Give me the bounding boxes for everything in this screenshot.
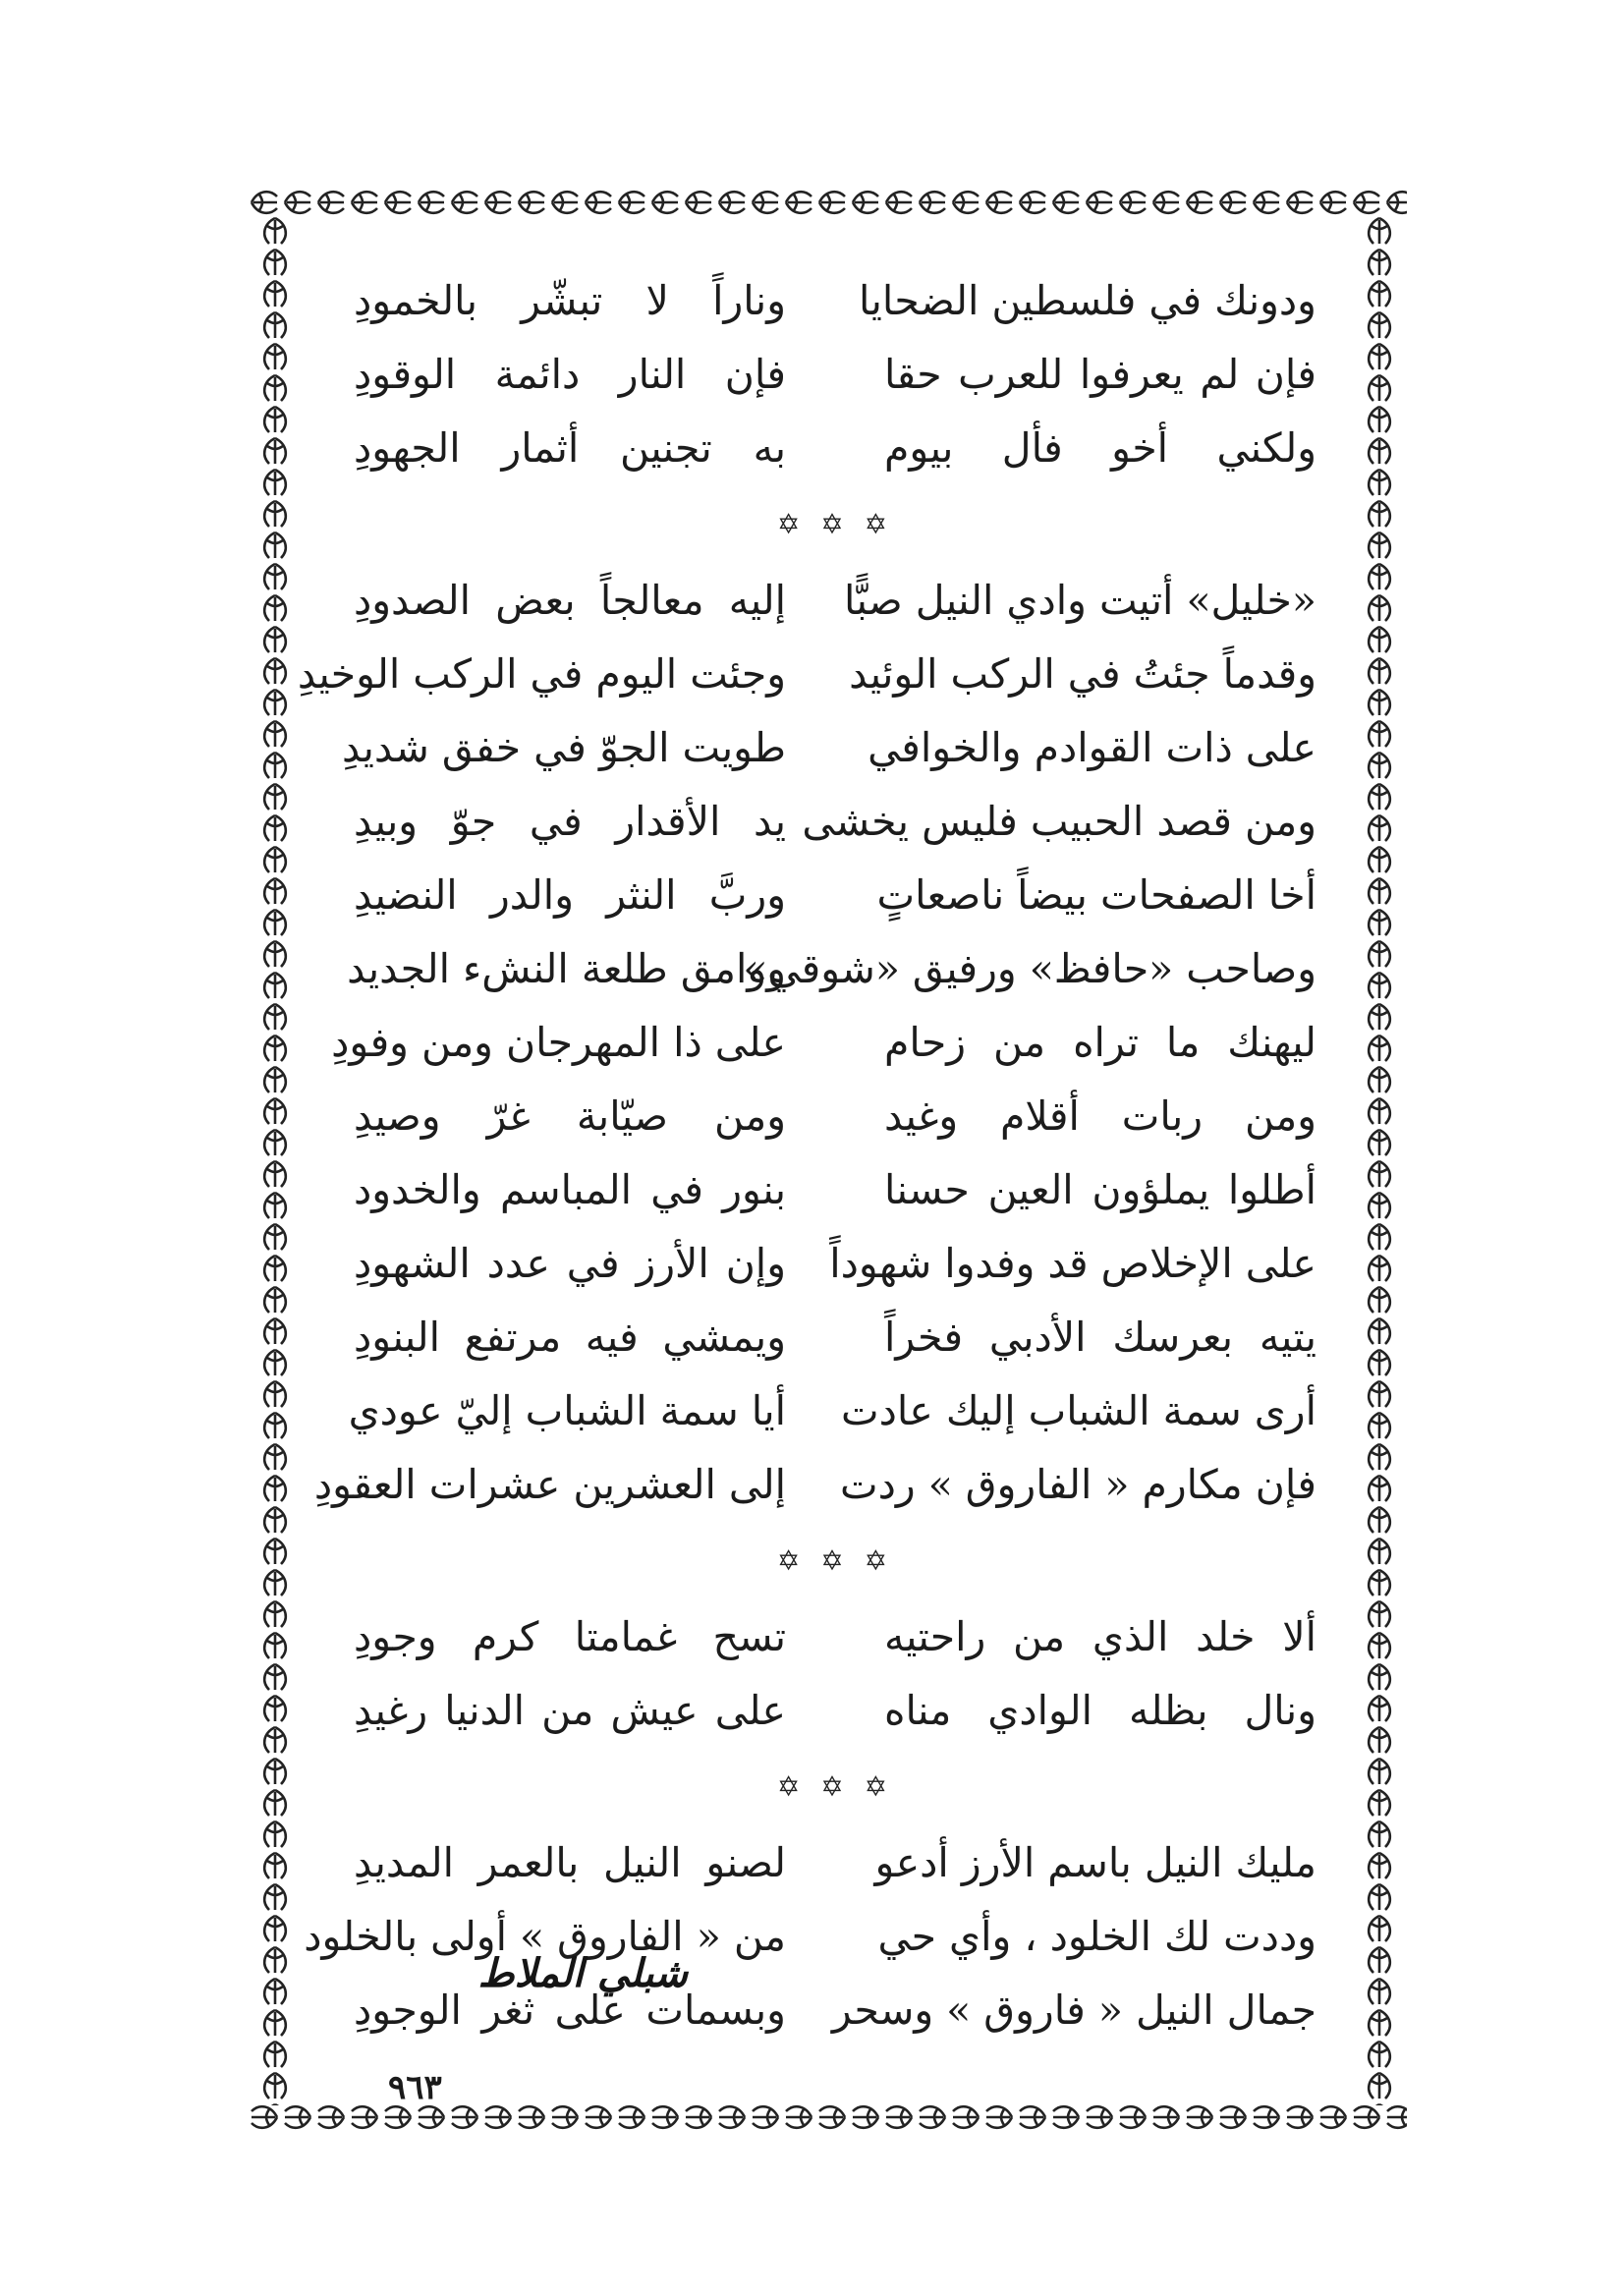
right-hemistich: فإن لم يعرفوا للعرب حقا [884,350,1316,398]
verse [354,1673,1316,1747]
right-hemistich: «خليل» أتيت وادي النيل صبًّا [844,576,1316,624]
left-hemistich: على عيش من الدنيا رغيدِ [354,1686,786,1734]
verse [354,411,1316,484]
left-hemistich: به تجنين أثمار الجهودِ [354,423,786,472]
verse [354,1152,1316,1226]
left-hemistich: بنور في المباسم والخدود [354,1165,786,1213]
right-hemistich: أخا الصفحات بيضاً ناصعاتٍ [876,870,1316,919]
left-hemistich: يد الأقدار في جوّ وبيدِ [354,797,786,845]
page-number: ٩٦٣ [388,2068,442,2107]
stanza-1 [354,263,1316,484]
verse [354,1079,1316,1152]
right-hemistich: وددت لك الخلود ، وأي حي [877,1912,1316,1960]
right-hemistich: ألا خلد الذي من راحتيه [884,1612,1316,1660]
verse [354,263,1316,337]
verse [354,1599,1316,1673]
left-hemistich: وربَّ النثر والدر النضيدِ [354,870,786,919]
verse [297,637,1316,710]
left-hemistich: وبسمات على ثغر الوجودِ [354,1986,786,2034]
right-hemistich: جمال النيل « فاروق » وسحر [831,1986,1316,2034]
right-hemistich: ومن قصد الحبيب فليس يخشى [802,797,1316,845]
left-hemistich: إلى العشرين عشرات العقودِ [313,1460,786,1508]
verse [348,1373,1316,1447]
verse [354,1226,1316,1300]
right-hemistich: على الإخلاص قد وفدوا شهوداً [829,1239,1316,1287]
left-hemistich: وناراً لا تبشّر بالخمودِ [354,276,786,324]
right-hemistich: أطلوا يملؤون العين حسنا [884,1165,1316,1213]
right-hemistich: وصاحب «حافظ» ورفيق «شوقي» [743,944,1316,992]
left-hemistich: أيا سمة الشباب إليّ عودي [348,1386,786,1434]
left-hemistich: طويت الجوّ في خفق شديدِ [341,723,786,771]
verse [354,1300,1316,1373]
right-hemistich: وقدماً جئتُ في الركب الوئيد [849,649,1316,698]
right-hemistich: فإن مكارم « الفاروق » ردت [840,1460,1316,1508]
left-hemistich: ويمشي فيه مرتفع البنودِ [354,1313,786,1361]
left-hemistich: على ذا المهرجان ومن وفودِ [331,1018,786,1066]
verse [354,1825,1316,1899]
stanza-2 [297,563,1316,1521]
verse [331,1005,1316,1079]
right-hemistich: مليك النيل باسم الأرز أدعو [874,1838,1316,1886]
verse [354,563,1316,637]
verse [347,931,1316,1005]
border-top-ornament [248,175,1407,230]
border-left-ornament [248,214,303,2105]
right-hemistich: على ذات القوادم والخوافي [868,723,1316,771]
left-hemistich: تسح غمامتا كرم وجودِ [354,1612,786,1660]
left-hemistich: من « الفاروق » أولى بالخلود [304,1912,786,1960]
verse [354,858,1316,931]
right-hemistich: أرى سمة الشباب إليك عادت [841,1386,1316,1434]
left-hemistich: ووامق طلعة النشء الجديد [347,944,786,992]
left-hemistich: لصنو النيل بالعمر المديدِ [354,1838,786,1886]
right-hemistich: ودونك في فلسطين الضحايا [859,276,1316,324]
stanza-4 [304,1825,1316,2046]
right-hemistich: ليهنك ما تراه من زحام [884,1018,1316,1066]
verse [354,337,1316,411]
left-hemistich: إليه معالجاً بعض الصدودِ [354,576,786,624]
stars-separator: ✡ ✡ ✡ [776,507,894,540]
verse [341,710,1316,784]
verse [354,784,1316,858]
verse [313,1447,1316,1521]
left-hemistich: فإن النار دائمة الوقودِ [354,350,786,398]
right-hemistich: ونال بظله الوادي مناه [884,1686,1316,1734]
poet-signature: شبلي الملاط [477,1950,688,1996]
right-hemistich: ولكني أخو فأل بيوم [884,423,1316,472]
left-hemistich: ومن صيّابة غرّ وصيدِ [354,1092,786,1140]
stars-separator: ✡ ✡ ✡ [776,1769,894,1803]
left-hemistich: وإن الأرز في عدد الشهودِ [354,1239,786,1287]
poem-body [297,263,1316,2034]
stars-separator: ✡ ✡ ✡ [776,1543,894,1577]
border-right-ornament [1352,214,1407,2105]
left-hemistich: وجئت اليوم في الركب الوخيدِ [297,649,786,698]
right-hemistich: يتيه بعرسك الأدبي فخراً [884,1313,1316,1361]
right-hemistich: ومن ربات أقلام وغيد [884,1092,1316,1140]
stanza-3 [354,1599,1316,1747]
